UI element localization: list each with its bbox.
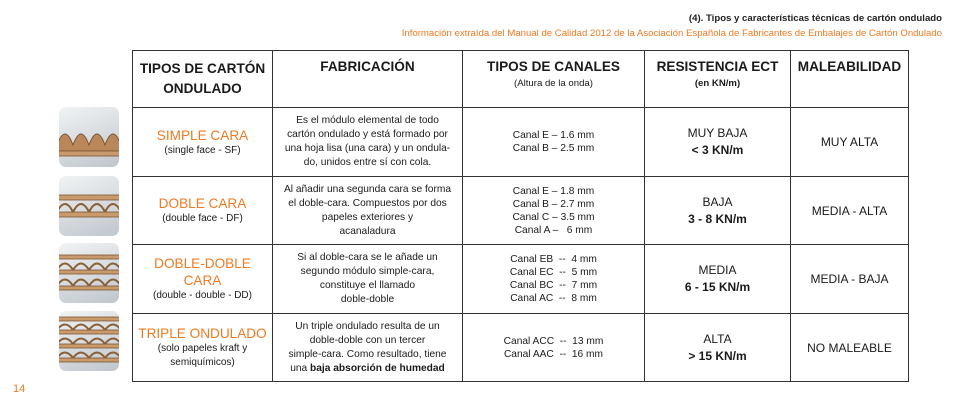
fabricacion-line: cartón ondulado y está formado por bbox=[287, 129, 448, 140]
fabricacion-cell bbox=[273, 177, 463, 245]
triple-wall-cardboard-icon bbox=[59, 311, 119, 371]
header-maleabilidad-label: MALEABILIDAD bbox=[797, 59, 902, 74]
table-header-row bbox=[133, 51, 909, 108]
header-fabricacion bbox=[273, 51, 463, 108]
document-subtitle: Información extraída del Manual de Calidad 2012 de la Asociación Española de Fabricantes de Embalajes de Cartón Ondulado bbox=[401, 28, 942, 39]
fabricacion-line: do, unidos entre sí con cola. bbox=[303, 157, 432, 168]
fabricacion-text: una bbox=[290, 362, 311, 374]
type-sub: semiquímicos) bbox=[170, 357, 235, 368]
canal-entry: Canal C – 3.5 mm bbox=[512, 211, 595, 223]
resistencia-cell bbox=[645, 314, 791, 382]
canal-entry: Canal EC -- 5 mm bbox=[509, 267, 598, 278]
canal-entry: Canal E – 1.8 mm bbox=[512, 185, 595, 197]
type-name: DOBLE-DOBLE CARA bbox=[154, 256, 251, 288]
canales-cell bbox=[463, 108, 645, 177]
resistencia-level: MUY BAJA bbox=[687, 126, 748, 140]
single-face-cardboard-icon bbox=[59, 107, 119, 167]
type-cell bbox=[133, 108, 273, 177]
table-row bbox=[133, 245, 909, 314]
resistencia-cell bbox=[645, 245, 791, 314]
resistencia-cell bbox=[645, 108, 791, 177]
canal-entry: Canal B – 2.7 mm bbox=[512, 198, 595, 210]
fabricacion-line: Al añadir una segunda cara se forma bbox=[283, 183, 452, 195]
fabricacion-cell bbox=[273, 108, 463, 177]
fabricacion-line: simple-cara. Como resultado, tiene bbox=[288, 348, 447, 360]
page-number: 14 bbox=[13, 383, 26, 395]
header-canales-label: TIPOS DE CANALES bbox=[487, 59, 620, 74]
fabricacion-line: Si al doble-cara se le añade un bbox=[297, 252, 438, 263]
fabricacion-line: segundo módulo simple-cara, bbox=[300, 266, 435, 277]
canal-entry: Canal AC -- 8 mm bbox=[510, 293, 597, 304]
header-canales-sub: (Altura de la onda) bbox=[514, 78, 593, 89]
canales-cell bbox=[463, 245, 645, 314]
resistencia-value: 6 - 15 KN/m bbox=[684, 280, 751, 294]
type-sub: (double face - DF) bbox=[162, 213, 243, 224]
double-face-cardboard-icon bbox=[59, 176, 119, 236]
fabricacion-line: Un triple ondulado resulta de un bbox=[295, 320, 440, 332]
fabricacion-line: una hoja lisa (una cara) y un ondula- bbox=[284, 143, 451, 154]
canal-entry: Canal E – 1.6 mm bbox=[512, 130, 595, 141]
maleabilidad-cell: MEDIA - ALTA bbox=[791, 177, 909, 245]
header-tipos-line1: TIPOS DE CARTÓN bbox=[139, 61, 266, 76]
maleabilidad-cell: MEDIA - BAJA bbox=[791, 245, 909, 314]
canal-entry: Canal A – 6 mm bbox=[514, 224, 593, 236]
canal-entry: Canal B – 2.5 mm bbox=[512, 143, 595, 154]
cardboard-types-table bbox=[132, 50, 909, 382]
type-cell bbox=[133, 245, 273, 314]
header-fabricacion-label: FABRICACIÓN bbox=[320, 59, 415, 74]
resistencia-value: < 3 KN/m bbox=[691, 143, 744, 157]
maleabilidad-cell: NO MALEABLE bbox=[791, 314, 909, 382]
table-row bbox=[133, 314, 909, 382]
fabricacion-line: papeles exteriores y bbox=[321, 211, 414, 223]
fabricacion-cell bbox=[273, 245, 463, 314]
type-sub: (solo papeles kraft y bbox=[157, 343, 248, 354]
header-tipos bbox=[133, 51, 273, 108]
canal-entry: Canal EB -- 4 mm bbox=[510, 254, 597, 265]
fabricacion-emphasis: baja absorción de humedad bbox=[310, 362, 445, 374]
type-sub: (double - double - DD) bbox=[153, 290, 252, 301]
double-double-cardboard-icon bbox=[59, 243, 119, 303]
type-cell bbox=[133, 314, 273, 382]
canal-entry: Canal ACC -- 13 mm bbox=[503, 335, 604, 347]
resistencia-cell bbox=[645, 177, 791, 245]
resistencia-value: 3 - 8 KN/m bbox=[688, 211, 747, 226]
canales-cell bbox=[463, 177, 645, 245]
type-name: SIMPLE CARA bbox=[156, 127, 249, 143]
maleabilidad-cell: MUY ALTA bbox=[791, 108, 909, 177]
canales-cell bbox=[463, 314, 645, 382]
resistencia-level: BAJA bbox=[702, 194, 733, 209]
fabricacion-line: acanaladura bbox=[339, 225, 396, 237]
header-tipos-line2: ONDULADO bbox=[163, 81, 242, 96]
fabricacion-line: el doble-cara. Compuestos por dos bbox=[288, 197, 447, 209]
header-resistencia-sub: (en KN/m) bbox=[694, 78, 741, 89]
fabricacion-line bbox=[277, 362, 458, 376]
fabricacion-line: doble-doble con un tercer bbox=[309, 334, 426, 346]
table-row bbox=[133, 177, 909, 245]
document-title: (4). Tipos y características técnicas de cartón ondulado bbox=[688, 13, 942, 24]
fabricacion-line: constituye el llamado bbox=[319, 280, 416, 291]
header-canales bbox=[463, 51, 645, 108]
resistencia-level: ALTA bbox=[703, 331, 732, 346]
type-name: TRIPLE ONDULADO bbox=[138, 326, 267, 341]
fabricacion-line: doble-doble bbox=[340, 294, 395, 305]
header-resistencia bbox=[645, 51, 791, 108]
canal-entry: Canal BC -- 7 mm bbox=[509, 280, 598, 291]
type-sub: (single face - SF) bbox=[164, 144, 241, 156]
fabricacion-cell bbox=[273, 314, 463, 382]
canal-entry: Canal AAC -- 16 mm bbox=[503, 348, 604, 360]
fabricacion-line: Es el módulo elemental de todo bbox=[296, 115, 439, 126]
header-resistencia-label: RESISTENCIA ECT bbox=[656, 59, 779, 74]
header-maleabilidad bbox=[791, 51, 909, 108]
resistencia-value: > 15 KN/m bbox=[688, 348, 747, 363]
type-name: DOBLE CARA bbox=[158, 196, 247, 211]
type-cell bbox=[133, 177, 273, 245]
table-row bbox=[133, 108, 909, 177]
resistencia-level: MEDIA bbox=[698, 263, 737, 277]
